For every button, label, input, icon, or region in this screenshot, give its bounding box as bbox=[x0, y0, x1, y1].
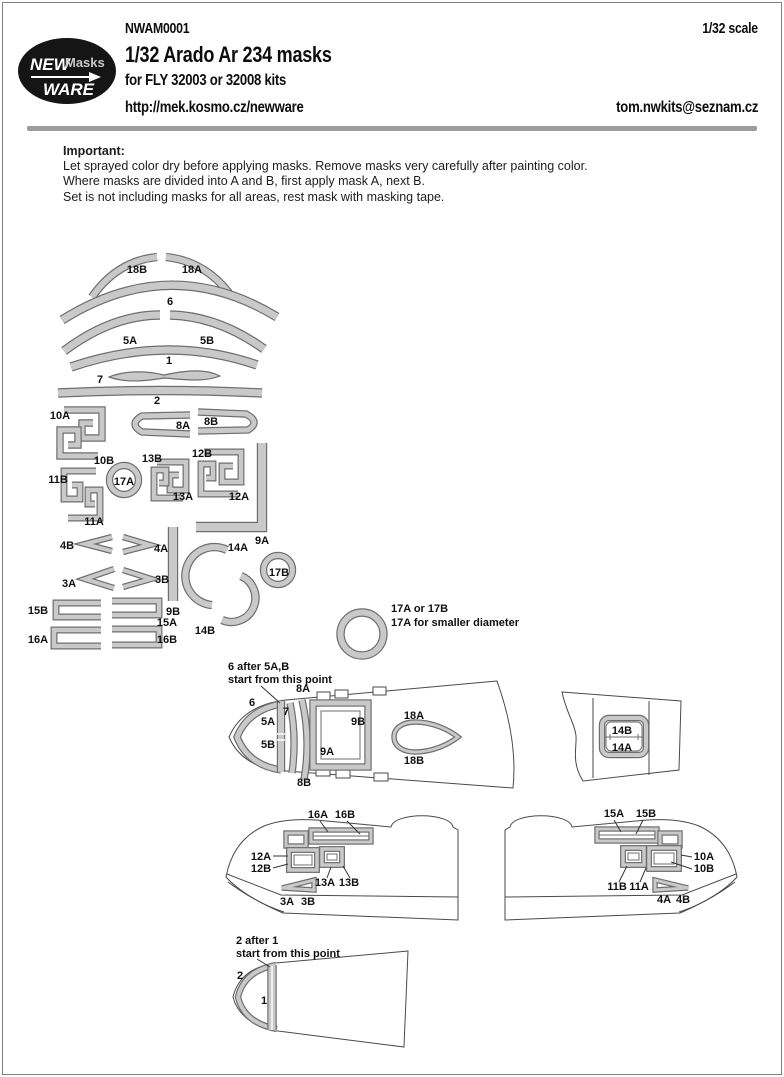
label-3a: 3A bbox=[279, 896, 295, 908]
bottom-notch-2 bbox=[336, 770, 350, 778]
label-8a: 8A bbox=[175, 420, 191, 432]
label-5b: 5B bbox=[199, 335, 215, 347]
label-16a: 16A bbox=[27, 634, 49, 646]
label-16a: 16A bbox=[307, 809, 329, 821]
label-start-from-this-point: start from this point bbox=[228, 674, 332, 686]
label-11b: 11B bbox=[607, 881, 627, 893]
label-11b: 11B bbox=[48, 474, 68, 486]
label-2-after-1: 2 after 1 bbox=[236, 935, 279, 947]
mask-piece-14B-fill bbox=[222, 576, 255, 622]
top-notch-2 bbox=[335, 690, 348, 698]
mask-12-on-aircraft bbox=[289, 850, 317, 870]
label-3b: 3B bbox=[154, 574, 170, 586]
label-6-after-5a-b: 6 after 5A,B bbox=[228, 661, 290, 673]
label-18a: 18A bbox=[181, 264, 203, 276]
logo-text-new: NEW bbox=[30, 55, 70, 74]
mask-piece-11A-fill bbox=[68, 490, 100, 518]
label-4b: 4B bbox=[675, 894, 691, 906]
mask-piece-14A-fill bbox=[185, 547, 227, 605]
label-9b: 9B bbox=[165, 606, 181, 618]
label-14b: 14B bbox=[194, 625, 216, 637]
label-14b: 14B bbox=[611, 725, 633, 737]
label-7: 7 bbox=[96, 374, 104, 386]
label-13b: 13B bbox=[338, 877, 360, 889]
label-10a: 10A bbox=[693, 851, 715, 863]
label-4b: 4B bbox=[59, 540, 75, 552]
label-5a: 5A bbox=[122, 335, 138, 347]
mask-piece-15B-fill bbox=[56, 603, 101, 617]
label-11a: 11A bbox=[84, 516, 104, 528]
label-1: 1 bbox=[165, 355, 173, 367]
label-12b: 12B bbox=[250, 863, 272, 875]
label-15b: 15B bbox=[27, 605, 49, 617]
mask-piece-4B-fill bbox=[85, 537, 112, 551]
label-10a: 10A bbox=[49, 410, 71, 422]
label-18b: 18B bbox=[126, 264, 148, 276]
kit-subtitle: for FLY 32003 or 32008 kits bbox=[125, 72, 287, 89]
left-small-frame bbox=[286, 833, 306, 846]
label-17a-for-smaller-diameter: 17A for smaller diameter bbox=[391, 617, 519, 629]
label-4a: 4A bbox=[656, 894, 672, 906]
mask-piece-4A-fill bbox=[123, 537, 150, 552]
important-line-3: Set is not including masks for all areas, rest mask with masking tape. bbox=[63, 189, 445, 204]
teardrop-18 bbox=[394, 722, 458, 752]
mask-piece-2-fill bbox=[58, 391, 262, 394]
label-2: 2 bbox=[236, 970, 244, 982]
logo-text-masks: Masks bbox=[65, 55, 105, 70]
label-11a: 11A bbox=[629, 881, 649, 893]
label-14a: 14A bbox=[611, 742, 633, 754]
label-13a: 13A bbox=[314, 877, 336, 889]
label-8a: 8A bbox=[295, 683, 311, 695]
mask-piece-16B bbox=[112, 629, 159, 645]
product-code: NWAM0001 bbox=[125, 20, 190, 37]
label-12a: 12A bbox=[228, 491, 250, 503]
side-note-labels bbox=[228, 661, 332, 686]
label-6: 6 bbox=[166, 296, 174, 308]
mask-piece-15A-fill bbox=[112, 601, 159, 615]
mask-piece-16A bbox=[54, 630, 101, 646]
label-2: 2 bbox=[153, 395, 161, 407]
label-17a: 17A bbox=[113, 476, 135, 488]
ring-note-labels bbox=[391, 603, 520, 629]
side-view-diagram bbox=[229, 681, 514, 788]
label-15b: 15B bbox=[635, 808, 657, 820]
label-10b: 10B bbox=[693, 863, 715, 875]
top-notch-1 bbox=[317, 692, 330, 700]
mask-11-inner bbox=[628, 853, 639, 860]
mask-11-on-aircraft bbox=[623, 848, 644, 865]
mask-piece-10B-fill bbox=[60, 430, 98, 456]
mask-piece-7 bbox=[109, 371, 220, 381]
label-16b: 16B bbox=[156, 634, 178, 646]
label-3b: 3B bbox=[300, 896, 316, 908]
label-9a: 9A bbox=[319, 746, 335, 758]
ring-17-example-fill bbox=[341, 613, 384, 656]
mask-12-inner bbox=[294, 855, 312, 865]
label-17b: 17B bbox=[268, 567, 290, 579]
label-15a: 15A bbox=[603, 808, 625, 820]
label-9b: 9B bbox=[350, 716, 366, 728]
label-17a-or-17b: 17A or 17B bbox=[391, 603, 449, 615]
mask-12-on-aircraft-fill bbox=[289, 850, 317, 870]
scale-note: 1/32 scale bbox=[702, 20, 758, 37]
label-10b: 10B bbox=[93, 455, 115, 467]
nose-top-view-diagram bbox=[233, 951, 408, 1047]
label-12b: 12B bbox=[191, 448, 213, 460]
important-heading: Important: bbox=[63, 144, 125, 158]
label-18a: 18A bbox=[403, 710, 425, 722]
label-1: 1 bbox=[260, 995, 268, 1007]
label-14a: 14A bbox=[227, 542, 249, 554]
right-small-frame bbox=[660, 833, 680, 846]
nose-rim-band-5-fill bbox=[237, 704, 281, 770]
important-line-1: Let sprayed color dry before applying masks. Remove masks very carefully after painting color. bbox=[63, 159, 588, 174]
label-4a: 4A bbox=[153, 543, 169, 555]
label-start-from-this-point: start from this point bbox=[236, 948, 340, 960]
mask-piece-3B-fill bbox=[123, 570, 151, 587]
mask-13-inner bbox=[327, 854, 337, 860]
page-title: 1/32 Arado Ar 234 masks bbox=[125, 42, 332, 67]
bottom-notch-3 bbox=[374, 773, 388, 781]
label-13b: 13B bbox=[141, 453, 163, 465]
mask-13-on-aircraft bbox=[322, 849, 342, 865]
top-notch-3 bbox=[373, 687, 386, 695]
label-8b: 8B bbox=[296, 777, 312, 789]
label-5a: 5A bbox=[260, 716, 276, 728]
label-7: 7 bbox=[282, 706, 290, 718]
nose-note-labels bbox=[236, 935, 340, 960]
label-13a: 13A bbox=[172, 491, 194, 503]
logo-text-ware: WARE bbox=[43, 80, 94, 99]
fragment-labels bbox=[612, 725, 632, 754]
email-link[interactable]: tom.nwkits@seznam.cz bbox=[615, 99, 758, 116]
label-5b: 5B bbox=[260, 739, 276, 751]
label-8b: 8B bbox=[203, 416, 219, 428]
nose-top-outline bbox=[233, 951, 408, 1047]
mask-piece-11A bbox=[68, 490, 100, 518]
important-line-2: Where masks are divided into A and B, first apply mask A, next B. bbox=[63, 174, 425, 189]
side-note-leader bbox=[261, 686, 280, 703]
label-9a: 9A bbox=[254, 535, 270, 547]
label-12a: 12A bbox=[250, 851, 272, 863]
label-16b: 16B bbox=[334, 809, 356, 821]
label-3a: 3A bbox=[61, 578, 77, 590]
label-6: 6 bbox=[248, 697, 256, 709]
mask-piece-5B bbox=[170, 315, 264, 349]
label-18b: 18B bbox=[403, 755, 425, 767]
website-link[interactable]: http://mek.kosmo.cz/newware bbox=[125, 99, 304, 116]
label-15a: 15A bbox=[156, 617, 178, 629]
